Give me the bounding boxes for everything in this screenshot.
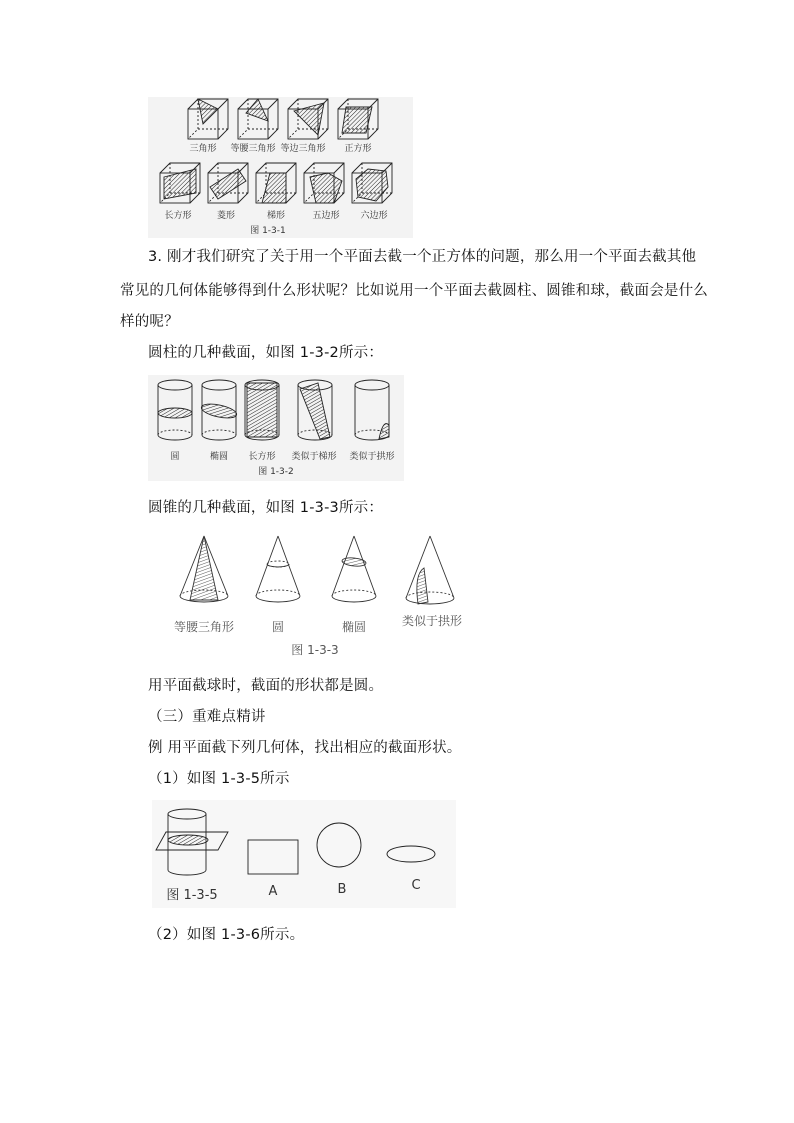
figure-caption: 图 1-3-5 [166,888,218,903]
label-triangle: 三角形 [189,144,217,154]
sphere-text: 用平面截球时，截面的形状都是圆。 [148,678,384,694]
figure-caption: 图 1-3-2 [258,467,294,477]
option-b-label: B [337,882,347,897]
label-circle: 圆 [170,452,180,462]
cone-intro: 圆锥的几种截面，如图 1-3-3所示： [148,500,384,516]
label-rhombus: 菱形 [216,211,236,221]
label-arch-like: 类似于拱形 [349,452,395,462]
label-rectangle: 长方形 [164,211,192,221]
question-2: （2）如图 1-3-6所示。 [148,927,305,943]
label-circle: 圆 [271,620,285,634]
label-trapezoid: 梯形 [266,211,286,221]
label-ellipse: 椭圆 [209,452,229,462]
cylinder-sections-illustration [148,375,404,481]
label-arch-like: 类似于拱形 [401,614,463,628]
paragraph-line: 常见的几何体能够得到什么形状呢？比如说用一个平面去截圆柱、圆锥和球，截面会是什么 [120,283,708,299]
cube-sections-illustration [148,97,413,238]
label-isosceles-triangle: 等腰三角形 [173,620,235,634]
label-trapezoid-like: 类似于梯形 [291,452,337,462]
example-text: 例 用平面截下列几何体，找出相应的截面形状。 [148,740,462,756]
label-equilateral-triangle: 等边三角形 [280,144,326,154]
figure-1-3-2 [148,375,404,481]
section-heading: （三）重难点精讲 [148,709,266,725]
figure-caption: 图 1-3-3 [291,643,339,657]
cylinder-cut-illustration [152,800,456,908]
question-1: （1）如图 1-3-5所示 [148,771,290,787]
option-a-label: A [268,884,278,899]
paragraph-line: 3. 刚才我们研究了关于用一个平面去截一个正方体的问题，那么用一个平面去截其他 [148,249,697,265]
label-hexagon: 六边形 [360,211,388,221]
option-c-label: C [411,878,421,893]
figure-1-3-1 [148,97,413,238]
paragraph-line: 样的呢？ [120,314,179,330]
figure-1-3-3 [160,530,480,658]
cone-sections-illustration [160,530,480,658]
cylinder-intro: 圆柱的几种截面，如图 1-3-2所示： [148,345,384,361]
figure-1-3-5 [152,800,456,908]
label-square: 正方形 [344,144,372,154]
label-rectangle: 长方形 [248,452,276,462]
label-isosceles-triangle: 等腰三角形 [230,144,276,154]
label-pentagon: 五边形 [312,211,340,221]
label-ellipse: 椭圆 [341,620,367,634]
figure-caption: 图 1-3-1 [250,226,286,236]
